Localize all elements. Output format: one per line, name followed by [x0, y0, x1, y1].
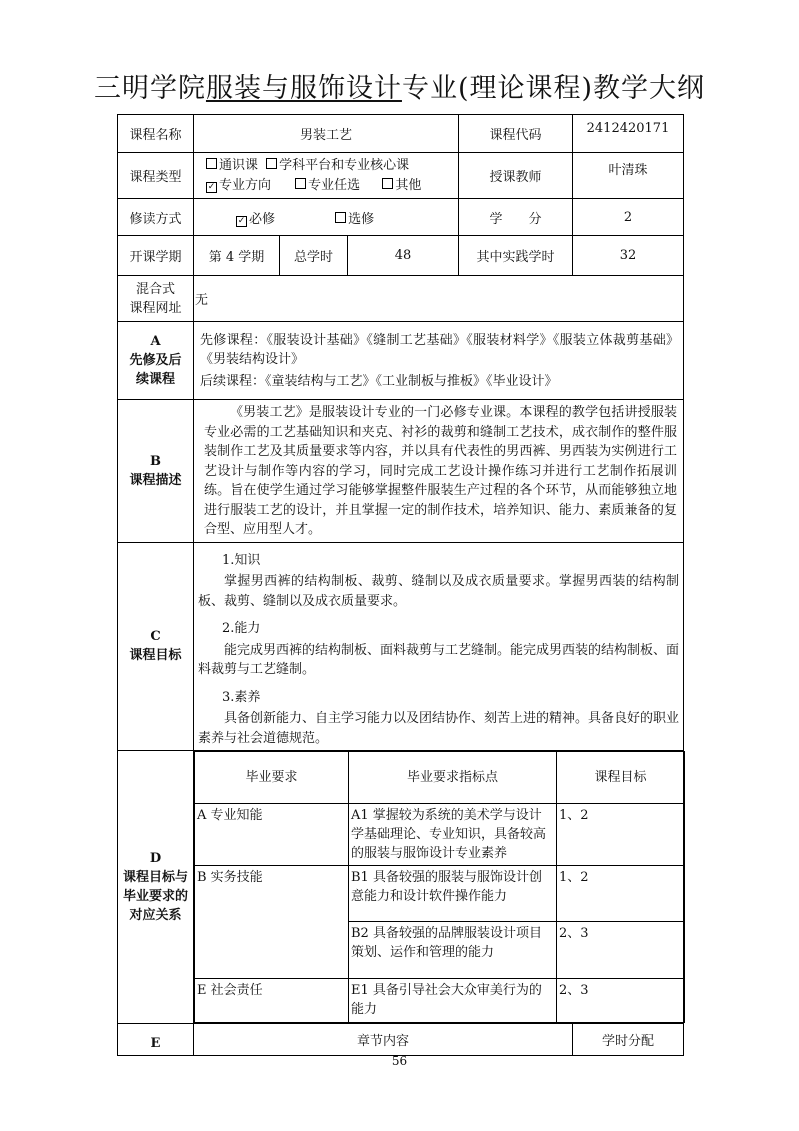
page-number: 56: [391, 1054, 408, 1068]
goal-ability-heading: 2.能力: [222, 621, 261, 636]
type-option-direction: ✓ 专业方向: [207, 177, 272, 193]
study-option-required: ✓ 必修: [237, 211, 276, 227]
total-hours-label: 总学时: [280, 236, 348, 276]
checkbox-icon: [335, 212, 346, 223]
blended-url-value: 无: [194, 276, 684, 322]
study-option-elective: 选修: [335, 212, 374, 227]
practice-hours-label: 其中实践学时: [459, 236, 573, 276]
type-option-other: 其他: [382, 178, 421, 193]
indicator-cell: B1 具备较强的服装与服饰设计创意能力和设计软件操作能力: [349, 866, 557, 922]
prereq-courses: 先修课程：《服装设计基础》《缝制工艺基础》《服装材料学》《服装立体裁剪基础》《男装结构设计》: [200, 332, 679, 368]
type-option-elective: 专业任选: [295, 178, 360, 193]
section-d-label: D 课程目标与 毕业要求的 对应关系: [118, 751, 194, 1024]
course-code-label: 课程代码: [459, 115, 573, 153]
section-c-content: [194, 542, 684, 751]
section-b-label: B 课程描述: [118, 400, 194, 543]
hours-allocation-header: 学时分配: [573, 1024, 684, 1056]
document-title: 三明学院服装与服饰设计专业(理论课程)教学大纲: [93, 73, 706, 104]
checkbox-icon: [206, 158, 217, 169]
credit-value: 2: [573, 199, 684, 236]
type-option-core: 学科平台和专业核心课: [266, 158, 409, 173]
study-mode-options: [194, 199, 459, 236]
type-option-general: 通识课: [206, 158, 258, 173]
semester-label: 开课学期: [118, 236, 194, 276]
indicator-cell: E1 具备引导社会大众审美行为的能力: [349, 979, 557, 1023]
course-type-options: [194, 153, 459, 199]
goal-cell: 2、3: [557, 922, 685, 979]
followup-courses: 后续课程：《童装结构与工艺》《工业制板与推板》《毕业设计》: [200, 373, 558, 389]
section-e-label: E: [118, 1024, 194, 1056]
goal-literacy-heading: 3.素养: [222, 689, 261, 705]
goal-knowledge-heading: 1.知识: [222, 552, 261, 568]
goal-ability-text: 能完成男西裤的结构制板、面料裁剪与工艺缝制。能完成男西装的结构制板、面料裁剪与工艺缝制。: [198, 642, 680, 677]
req-cell: A 专业知能: [195, 804, 349, 866]
total-hours-value: 48: [348, 236, 459, 276]
chapter-content-header: 章节内容: [194, 1024, 573, 1056]
credit-label: 学 分: [459, 199, 573, 236]
table-row: [195, 804, 685, 866]
section-b-content: [194, 400, 684, 543]
teacher-value: 叶清珠: [573, 153, 684, 199]
blended-url-label: 混合式 课程网址: [118, 276, 194, 322]
section-c-label: C 课程目标: [118, 542, 194, 751]
major-name: 服装与服饰设计: [205, 73, 402, 104]
checkbox-icon: [295, 178, 306, 189]
indicator-cell: B2 具备较强的品牌服装设计项目策划、运作和管理的能力: [349, 922, 557, 979]
req-cell: E 社会责任: [195, 979, 349, 1023]
requirements-table: [194, 751, 685, 1023]
syllabus-table: [117, 114, 684, 1056]
goal-literacy-text: 具备创新能力、自主学习能力以及团结协作、刻苦上进的精神。具备良好的职业素养与社会道德规范。: [198, 711, 680, 746]
study-mode-label: 修读方式: [118, 199, 194, 236]
teacher-label: 授课教师: [459, 153, 573, 199]
goal-knowledge-text: 掌握男西裤的结构制板、裁剪、缝制以及成衣质量要求。掌握男西装的结构制板、裁剪、缝制以及成衣质量要求。: [198, 574, 679, 609]
course-code-value: 2412420171: [573, 115, 684, 153]
goal-cell: 2、3: [557, 979, 685, 1023]
section-a-label: A 先修及后 续课程: [118, 322, 194, 400]
table-row: [195, 866, 685, 922]
goal-cell: 1、2: [557, 804, 685, 866]
header-requirement: 毕业要求: [195, 752, 349, 804]
indicator-cell: A1 掌握较为系统的美术学与设计学基础理论、专业知识，具备较高的服装与服饰设计专业素养: [349, 804, 557, 866]
section-a-content: [194, 322, 684, 400]
practice-hours-value: 32: [573, 236, 684, 276]
course-name-value: 男装工艺: [194, 115, 459, 153]
checked-checkbox-icon: ✓: [207, 181, 216, 192]
semester-value: 第 4 学期: [194, 236, 280, 276]
checkbox-icon: [382, 178, 393, 189]
checkbox-icon: [266, 158, 277, 169]
section-d-content: [194, 751, 684, 1024]
header-course-goal: 课程目标: [557, 752, 685, 804]
course-type-label: 课程类型: [118, 153, 194, 199]
course-name-label: 课程名称: [118, 115, 194, 153]
header-indicator: 毕业要求指标点: [349, 752, 557, 804]
course-description: 《男装工艺》是服装设计专业的一门必修专业课。本课程的教学包括讲授服装专业必需的工艺基础知识和夹克、衬衫的裁剪和缝制工艺技术，成衣制作的整件服装制作工艺及其质量要求等内容，并以具有代表性的男西裤、男西装为实例进行工艺设计与制作等内容的学习，同时完成工艺设计操作练习并进行工艺制作拓展训练。旨在使学生通过学习能够掌握整件服装生产过程的各个环节，从而能够独立地进行服装工艺的设计，并且掌握一定的制作技术，培养知识、能力、素质兼备的复合型、应用型人才。: [204, 405, 677, 537]
checked-checkbox-icon: ✓: [237, 215, 246, 226]
table-row: [195, 979, 685, 1023]
req-cell: B 实务技能: [195, 866, 349, 979]
goal-cell: 1、2: [557, 866, 685, 922]
